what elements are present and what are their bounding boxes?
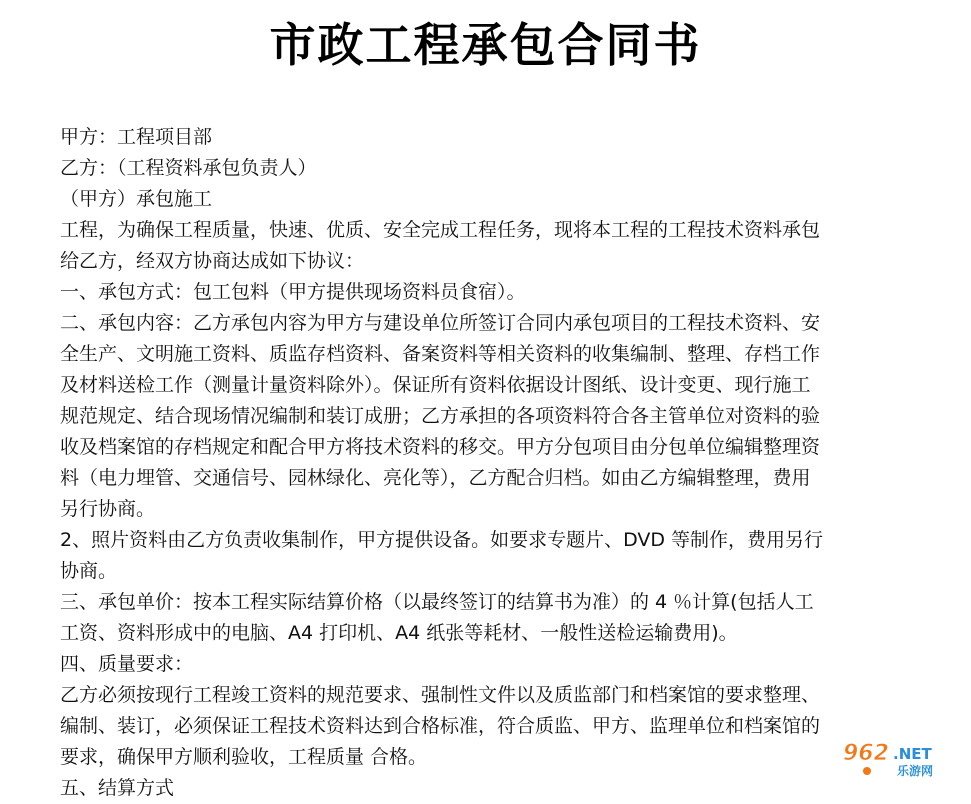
text-line: 五、结算方式 <box>60 777 175 799</box>
document-body <box>60 122 960 804</box>
text-line: 乙方必须按现行工程竣工资料的规范要求、强制性文件以及质监部门和档案馆的要求整理、 <box>60 684 821 706</box>
text-line: 二、承包内容：乙方承包内容为甲方与建设单位所签订合同内承包项目的工程技术资料、安 <box>60 312 821 334</box>
text-line: （甲方）承包施工 <box>60 188 213 210</box>
svg-text:962: 962 <box>843 741 889 766</box>
text-line: 乙方：（工程资料承包负责人） <box>60 157 317 179</box>
text-line: 甲方：工程项目部 <box>60 126 213 148</box>
text-line: 工资、资料形成中的电脑、A4 打印机、A4 纸张等耗材、一般性送检运输费用)。 <box>60 622 738 644</box>
text-line: 2、照片资料由乙方负责收集制作，甲方提供设备。如要求专题片、DVD 等制作，费用另行 <box>60 529 824 551</box>
text-line: 工程，为确保工程质量，快速、优质、安全完成工程任务，现将本工程的工程技术资料承包 <box>60 219 821 241</box>
site-watermark-logo <box>833 735 963 781</box>
document-title: 市政工程承包合同书 <box>269 18 702 72</box>
text-line: 另行协商。 <box>60 498 156 520</box>
text-line: 全生产、文明施工资料、质监存档资料、备案资料等相关资料的收集编制、整理、存档工作 <box>60 343 821 365</box>
text-line: 料（电力埋管、交通信号、园林绿化、亮化等），乙方配合归档。如由乙方编辑整理，费用 <box>60 467 811 489</box>
watermark-logo-graphic <box>833 735 963 781</box>
text-line: 编制、装订，必须保证工程技术资料达到合格标准，符合质监、甲方、监理单位和档案馆的 <box>60 715 821 737</box>
svg-text:.NET: .NET <box>893 745 932 763</box>
svg-text:乐游网: 乐游网 <box>897 764 934 778</box>
text-line: 四、质量要求： <box>60 653 194 675</box>
text-line: 及材料送检工作（测量计量资料除外）。保证所有资料依据设计图纸、设计变更、现行施工 <box>60 374 811 396</box>
text-line: 三、承包单价：按本工程实际结算价格（以最终签订的结算书为准）的 4 ％计算(包括人工 <box>60 591 814 613</box>
text-line: 规范规定、结合现场情况编制和装订成册；乙方承担的各项资料符合各主管单位对资料的验 <box>60 405 821 427</box>
text-line: 协商。 <box>60 560 118 582</box>
text-line: 收及档案馆的存档规定和配合甲方将技术资料的移交。甲方分包项目由分包单位编辑整理资 <box>60 436 821 458</box>
text-line: 一、承包方式：包工包料（甲方提供现场资料员食宿）。 <box>60 281 526 303</box>
text-line: 要求，确保甲方顺利验收，工程质量 合格。 <box>60 746 428 768</box>
text-line: 给乙方，经双方协商达成如下协议： <box>60 250 365 272</box>
